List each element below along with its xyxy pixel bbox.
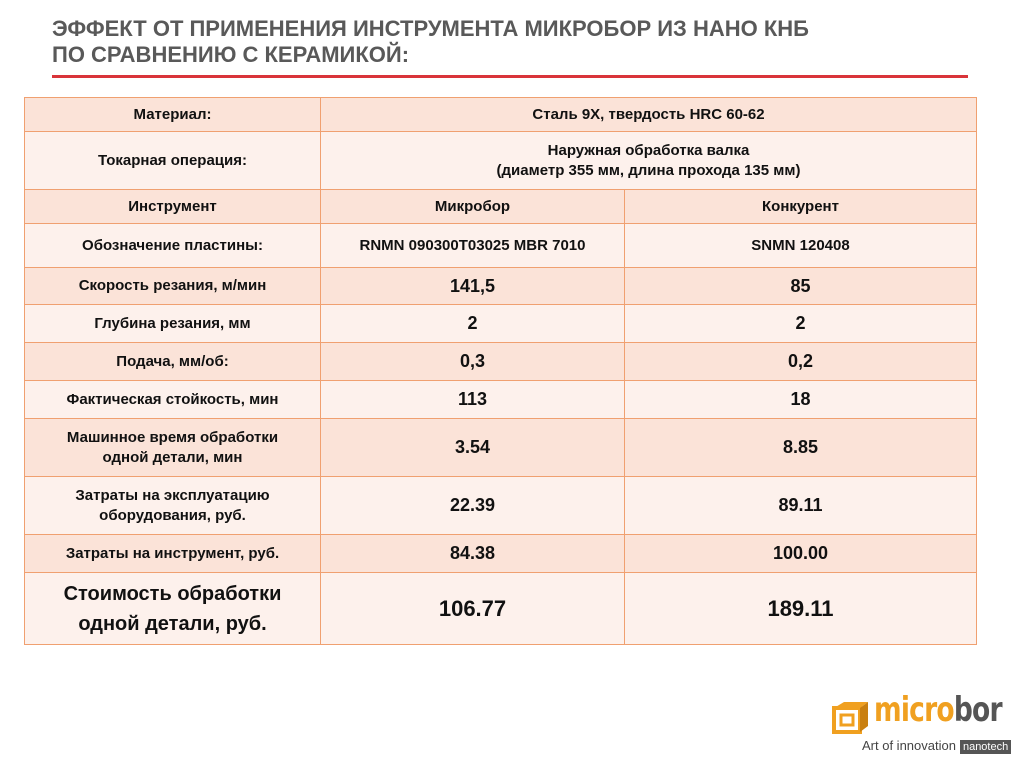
logo-word-micro: micro — [874, 690, 954, 730]
competitor-value: 85 — [625, 268, 977, 305]
competitor-value: 2 — [625, 305, 977, 343]
row-label — [25, 419, 321, 477]
table-row — [25, 98, 977, 132]
row-label: Обозначение пластины: — [25, 224, 321, 268]
competitor-value: SNMN 120408 — [625, 224, 977, 268]
logo-tagline-text: Art of innovation — [862, 738, 956, 753]
microbor-total: 106.77 — [321, 573, 625, 645]
tool-label: Инструмент — [25, 190, 321, 224]
competitor-value: 0,2 — [625, 343, 977, 381]
row-label-line1: Затраты на эксплуатацию — [75, 486, 270, 504]
column-header-competitor: Конкурент — [625, 190, 977, 224]
microbor-logo-icon — [832, 700, 870, 734]
table-row — [25, 343, 977, 381]
microbor-value: 2 — [321, 305, 625, 343]
microbor-value: 113 — [321, 381, 625, 419]
competitor-value: 89.11 — [625, 477, 977, 535]
total-label-line1: Стоимость обработки — [63, 582, 282, 605]
material-value: Сталь 9Х, твердость HRC 60-62 — [321, 98, 977, 132]
operation-value-line2: (диаметр 355 мм, длина прохода 135 мм) — [496, 161, 801, 179]
table-row — [25, 305, 977, 343]
total-label-line2: одной детали, руб. — [78, 612, 267, 635]
competitor-value: 8.85 — [625, 419, 977, 477]
table-row — [25, 535, 977, 573]
microbor-value: RNMN 090300T03025 MBR 7010 — [321, 224, 625, 268]
table-total-row — [25, 573, 977, 645]
row-label: Глубина резания, мм — [25, 305, 321, 343]
row-label: Фактическая стойкость, мин — [25, 381, 321, 419]
competitor-value: 100.00 — [625, 535, 977, 573]
total-label — [25, 573, 321, 645]
row-label: Затраты на инструмент, руб. — [25, 535, 321, 573]
microbor-logo — [830, 690, 1016, 760]
table-row — [25, 224, 977, 268]
microbor-value: 22.39 — [321, 477, 625, 535]
row-label: Подача, мм/об: — [25, 343, 321, 381]
table-row — [25, 268, 977, 305]
microbor-wordmark — [874, 690, 1002, 730]
row-label-line2: одной детали, мин — [102, 448, 243, 466]
column-header-microbor: Микробор — [321, 190, 625, 224]
row-label — [25, 477, 321, 535]
row-label: Скорость резания, м/мин — [25, 268, 321, 305]
competitor-value: 18 — [625, 381, 977, 419]
page-title-line2: ПО СРАВНЕНИЮ С КЕРАМИКОЙ: — [52, 42, 410, 67]
table-row — [25, 477, 977, 535]
operation-label: Токарная операция: — [25, 132, 321, 190]
row-label-line1: Машинное время обработки — [66, 428, 279, 446]
table-row — [25, 419, 977, 477]
table-header-row — [25, 190, 977, 224]
page-title — [52, 16, 972, 68]
title-divider — [52, 75, 968, 78]
table-row — [25, 381, 977, 419]
table-row — [25, 132, 977, 190]
material-label: Материал: — [25, 98, 321, 132]
nanotech-badge: nanotech — [960, 740, 1011, 754]
microbor-value: 141,5 — [321, 268, 625, 305]
row-label-line2: оборудования, руб. — [99, 506, 246, 524]
microbor-value: 3.54 — [321, 419, 625, 477]
microbor-value: 84.38 — [321, 535, 625, 573]
logo-tagline — [862, 738, 1011, 754]
operation-value — [321, 132, 977, 190]
logo-word-bor: bor — [953, 690, 1002, 730]
competitor-total: 189.11 — [625, 573, 977, 645]
comparison-table — [24, 97, 977, 645]
operation-value-line1: Наружная обработка валка — [547, 141, 750, 159]
page-title-line1: ЭФФЕКТ ОТ ПРИМЕНЕНИЯ ИНСТРУМЕНТА МИКРОБОР ИЗ НАНО КНБ — [52, 16, 809, 41]
microbor-value: 0,3 — [321, 343, 625, 381]
